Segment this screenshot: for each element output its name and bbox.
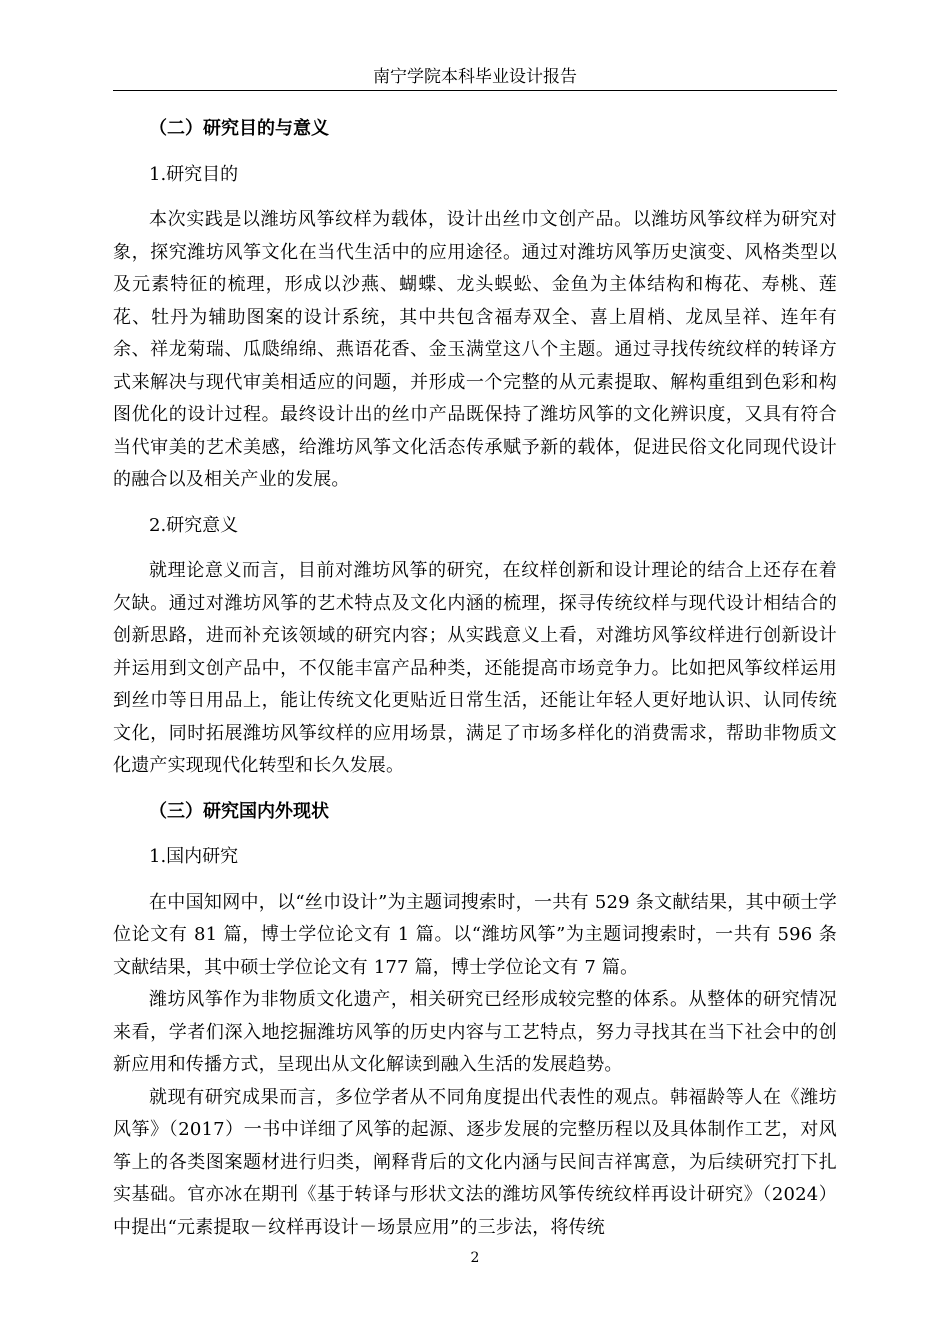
paragraph-existing-findings: 就现有研究成果而言，多位学者从不同角度提出代表性的观点。韩福龄等人在《潍坊风筝》（2017）一书中详细了风筝的起源、逐步发展的完整历程以及具体制作工艺，对风筝上的各类图案题材进行归类，阐释背后的文化内涵与民间吉祥寓意，为后续研究打下扎实基础。官亦冰在期刊《基于转译与形状文法的潍坊风筝传统纹样再设计研究》（2024）中提出“元素提取－纹样再设计－场景应用”的三步法，将传统	[113, 1086, 837, 1238]
page-header: 南宁学院本科毕业设计报告	[373, 67, 577, 87]
header-rule	[113, 90, 837, 91]
paragraph-cnki-search: 在中国知网中，以“丝巾设计”为主题词搜索时，一共有 529 条文献结果，其中硕士学位论文有 81 篇，博士学位论文有 1 篇。以“潍坊风筝”为主题词搜索时，一共有 596 条文献结果，其中硕士学位论文有 177 篇，博士学位论文有 7 篇。	[113, 891, 837, 978]
paragraph-research-overview: 潍坊风筝作为非物质文化遗产，相关研究已经形成较完整的体系。从整体的研究情况来看，学者们深入地挖掘潍坊风筝的历史内容与工艺特点，努力寻找其在当下社会中的创新应用和传播方式，呈现出从文化解读到融入生活的发展趋势。	[113, 989, 837, 1075]
subheading-domestic-research: 1.国内研究	[149, 846, 239, 867]
page-body	[113, 113, 837, 1244]
subheading-research-purpose: 1.研究目的	[149, 163, 239, 185]
page-number: 2	[470, 1250, 480, 1266]
paragraph-research-significance: 就理论意义而言，目前对潍坊风筝的研究，在纹样创新和设计理论的结合上还存在着欠缺。通过对潍坊风筝的艺术特点及文化内涵的梳理，探寻传统纹样与现代设计相结合的创新思路，进而补充该领域的研究内容；从实践意义上看，对潍坊风筝纹样进行创新设计并运用到文创产品中，不仅能丰富产品种类，还能提高市场竞争力。比如把风筝纹样运用到丝巾等日用品上，能让传统文化更贴近日常生活，还能让年轻人更好地认识、认同传统文化，同时拓展潍坊风筝纹样的应用场景，满足了市场多样化的消费需求，帮助非物质文化遗产实现现代化转型和长久发展。	[113, 560, 837, 776]
section-heading-research-status: （三）研究国内外现状	[149, 800, 329, 822]
paragraph-research-purpose: 本次实践是以潍坊风筝纹样为载体，设计出丝巾文创产品。以潍坊风筝纹样为研究对象，探究潍坊风筝文化在当代生活中的应用途径。通过对潍坊风筝历史演变、风格类型以及元素特征的梳理，形成以沙燕、蝴蝶、龙头蜈蚣、金鱼为主体结构和梅花、寿桃、莲花、牡丹为辅助图案的设计系统，其中共包含福寿双全、喜上眉梢、龙凤呈祥、连年有余、祥龙菊瑞、瓜瓞绵绵、燕语花香、金玉满堂这八个主题。通过寻找传统纹样的转译方式来解决与现代审美相适应的问题，并形成一个完整的从元素提取、解构重组到色彩和构图优化的设计过程。最终设计出的丝巾产品既保持了潍坊风筝的文化辨识度，又具有符合当代审美的艺术美感，给潍坊风筝文化活态传承赋予新的载体，促进民俗文化同现代设计的融合以及相关产业的发展。	[113, 209, 837, 490]
subheading-research-significance: 2.研究意义	[149, 514, 239, 536]
section-heading-purpose-significance: （二）研究目的与意义	[149, 118, 329, 139]
